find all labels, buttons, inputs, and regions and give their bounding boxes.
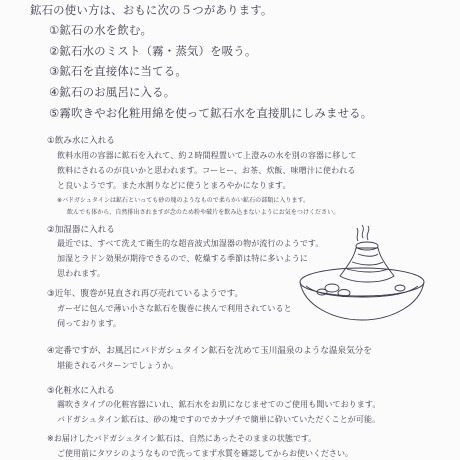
section-1-note-1: ※バドガシュタインは鉱石といっても砂の塊のようなもので柔らかい鉱石の部類に入ります。 bbox=[57, 197, 310, 204]
list-item-2: ②鉱石水のミスト（霧・蒸気）を吸う。 bbox=[49, 44, 257, 58]
section-3-title: ③近年、腹巻が見直され再び売れているようです。 bbox=[47, 289, 244, 299]
mist-wisp bbox=[367, 226, 369, 240]
closing-note-1: ※お届けしたバドガシュタイン鉱石は、自然にあったそのままの状態です。 bbox=[47, 434, 317, 443]
humidifier-top bbox=[356, 242, 378, 250]
closing-note-2: ご使用前にタワシのようなもので洗ってまず水質を確認してからお使いください。 bbox=[57, 449, 353, 458]
list-item-3: ③鉱石を直接体に当てる。 bbox=[49, 64, 187, 78]
section-1-line-1: 飲料水用の容器に鉱石を入れて、約２時間程置いて上澄みの水を別の容器に移して bbox=[57, 151, 357, 160]
mist-wisp bbox=[362, 225, 363, 238]
mist-wisp bbox=[357, 228, 358, 241]
section-3-line-1: ガーゼに包んで薄い小さな鉱石を腹巻に挟んで利用されていると bbox=[57, 304, 292, 313]
section-4-title: ④定番ですが、お風呂にバドガシュタイン鉱石を沈めて玉川温泉のような温泉気分を bbox=[47, 346, 372, 356]
section-5-line-2: バドガシュタイン鉱石は、砂の塊ですのでカナヅチで簡単に砕いていただくことが可能。 bbox=[57, 415, 381, 424]
section-4-line-1: 堪能されるパターンでしょうか。 bbox=[57, 361, 179, 370]
section-2-line-3: 思われます。 bbox=[57, 269, 105, 278]
list-item-4: ④鉱石のお風呂に入る。 bbox=[49, 85, 176, 99]
section-1-note-2: 飲んでも体から、自然排出されますが念のため粉や破片を飲み込まないようにお気をつけください。 bbox=[67, 209, 340, 216]
section-2-title: ②加湿器に入れる bbox=[47, 225, 115, 235]
stone bbox=[395, 285, 405, 291]
section-2-line-1: 最近では、すべて洗えて衛生的な超音波式加湿器の物が流行のようです。 bbox=[57, 239, 324, 248]
section-5-line-1: 霧吹きタイプの化粧容器にいれ、鉱石水をお肌になじませてのご使用も聞いております。 bbox=[57, 400, 381, 409]
section-1-line-2: 飲料にされるのが良いかと思われます。コーヒー、お茶、炊飯、味噌汁に使われる bbox=[57, 166, 356, 175]
section-1-title: ①飲み水に入れる bbox=[47, 136, 115, 146]
section-3-line-2: 伺っております。 bbox=[57, 319, 122, 328]
section-5-title: ⑤化粧水に入れる bbox=[47, 386, 115, 396]
intro-text: 鉱石の使い方は、おもに次の５つがあります。 bbox=[30, 3, 273, 17]
list-item-1: ①鉱石の水を飲む。 bbox=[49, 23, 153, 37]
list-item-5: ⑤霧吹きやお化粧用綿を使って鉱石水を直接肌にしみませる。 bbox=[49, 106, 373, 120]
section-2-line-2: 加湿とラドン効果が期待できるので、乾燥する季節は特に多いように bbox=[57, 254, 308, 263]
humidifier-bowl-illustration bbox=[296, 224, 426, 324]
section-1-line-3: と良いようです。また水割りなどに使うとまろやかになります。 bbox=[57, 181, 291, 190]
